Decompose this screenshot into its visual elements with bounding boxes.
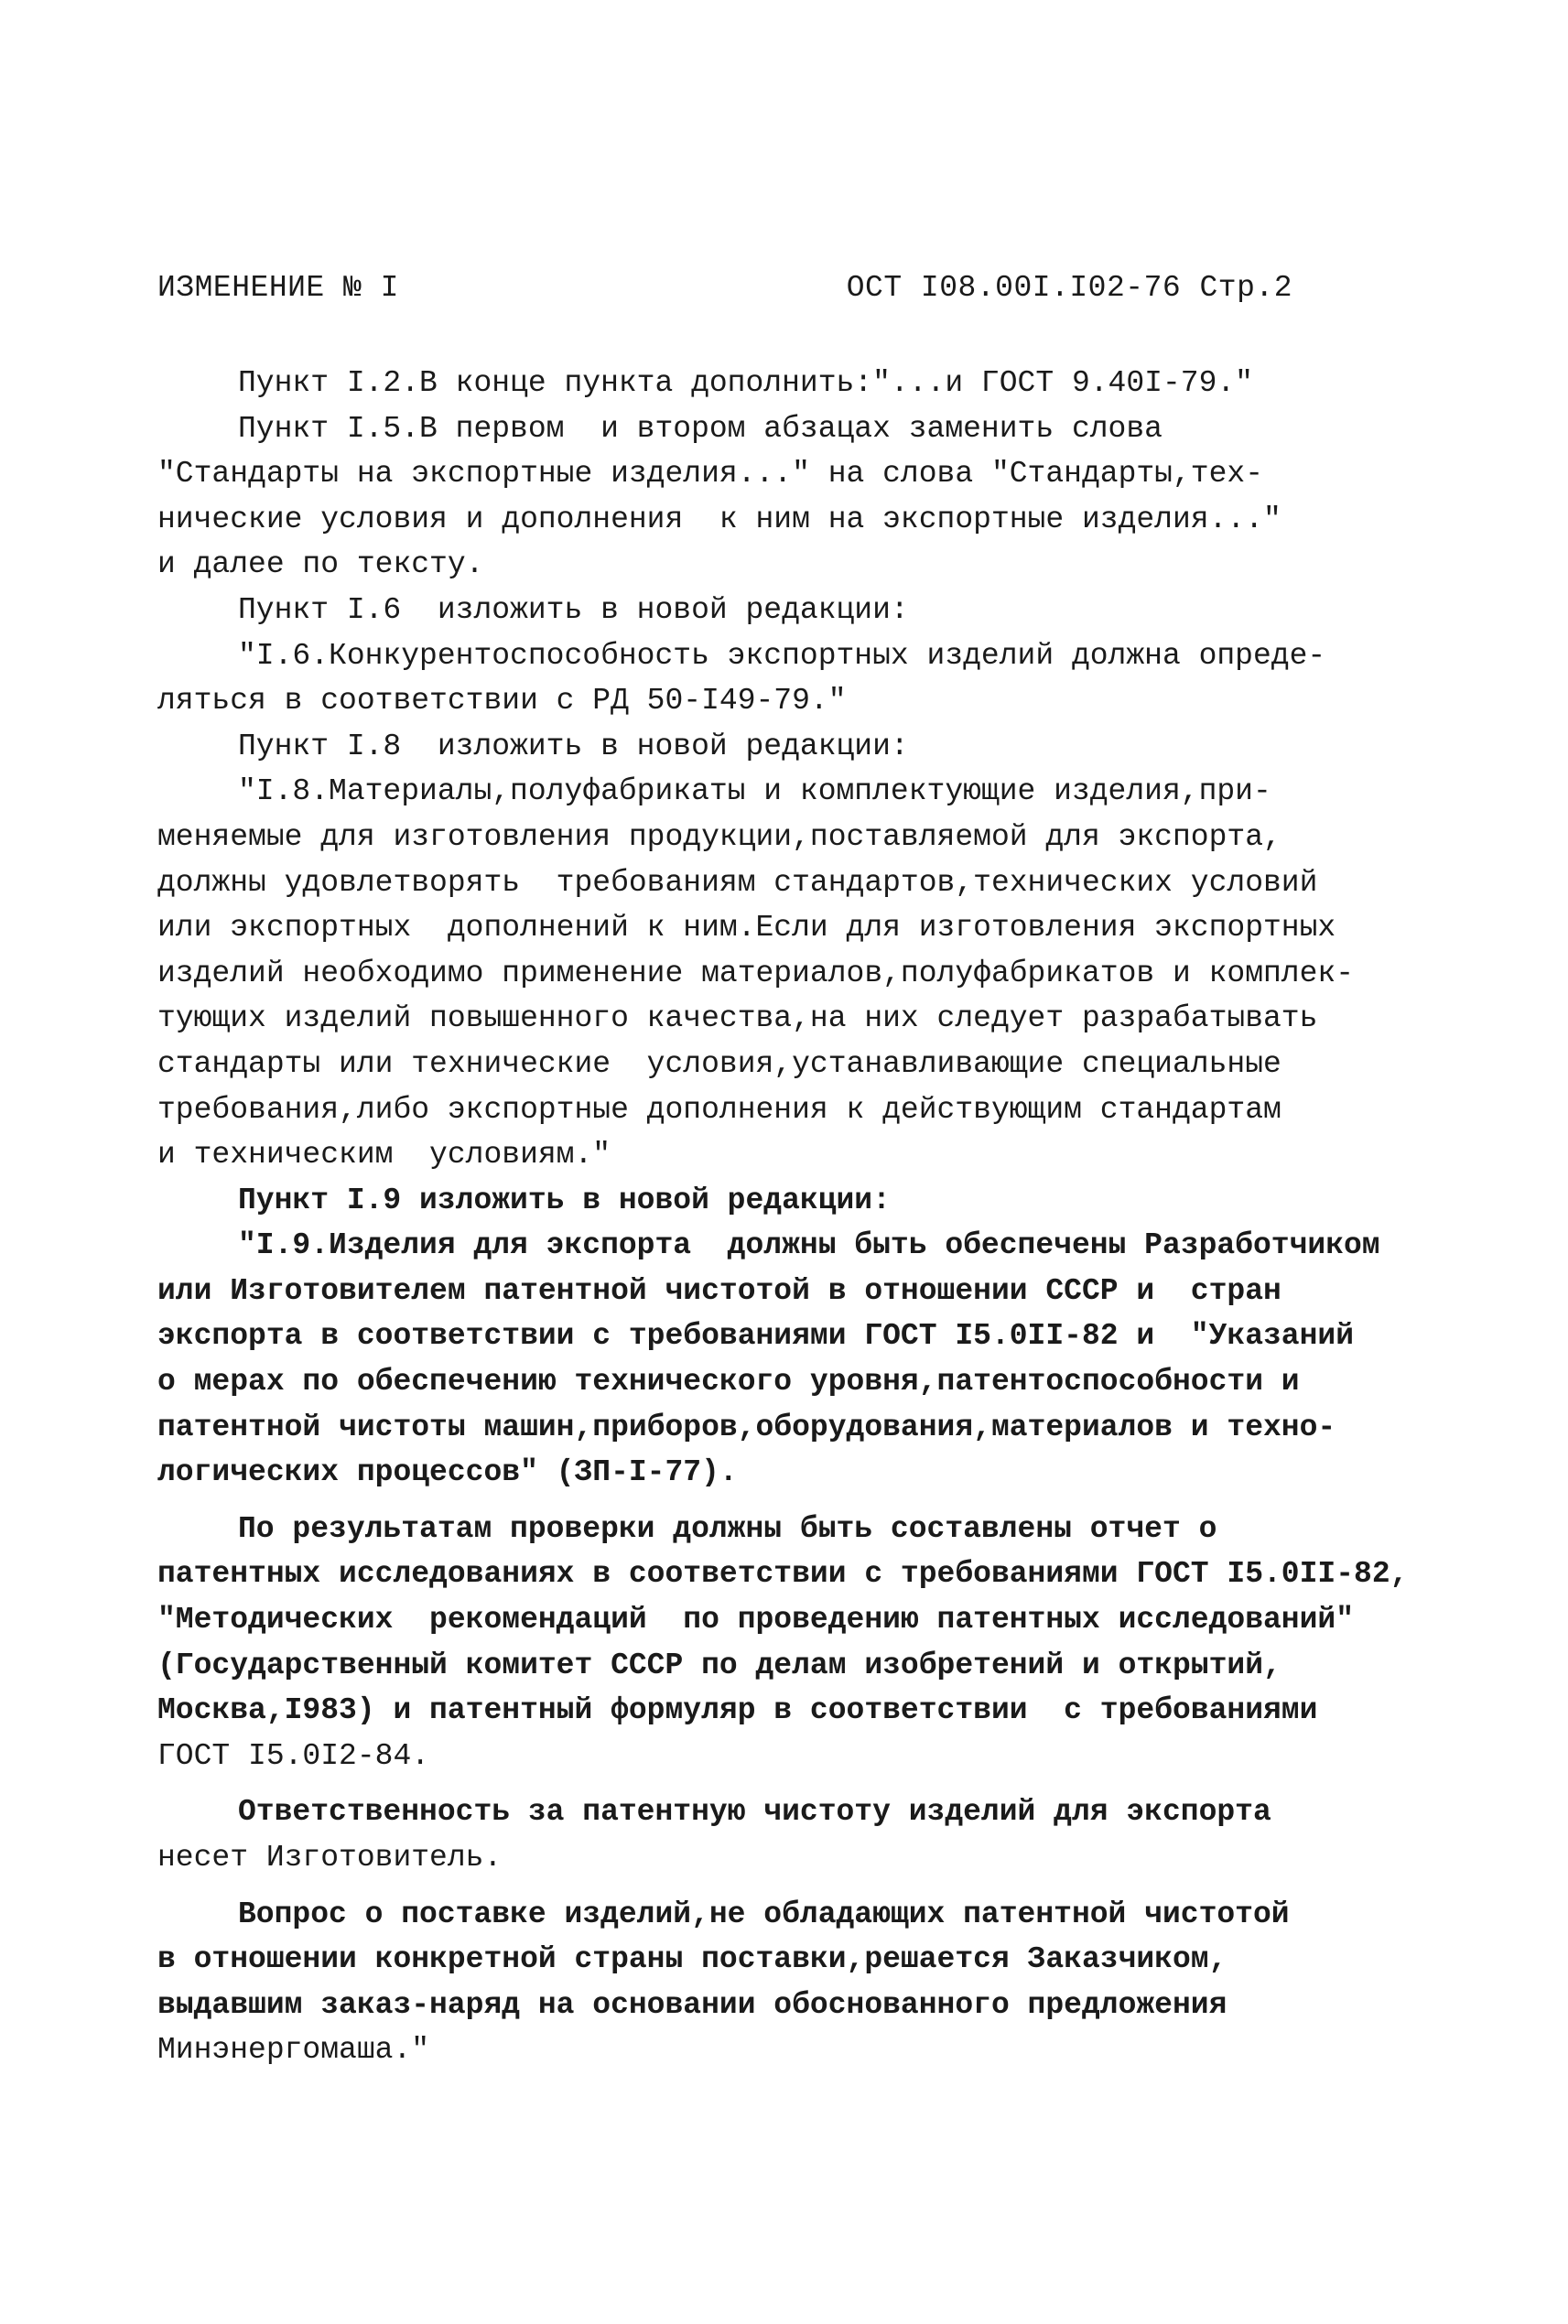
text-line: Минэнергомаша." <box>157 2033 430 2068</box>
text-line: должны удовлетворять требованиям стандартов,технических условий <box>157 865 1318 900</box>
text-line: или Изготовителем патентной чистотой в отношении СССР и стран <box>157 1273 1281 1308</box>
text-line: и техническим условиям." <box>157 1138 611 1173</box>
text-line: ляться в соответствии с РД 50-I49-79." <box>157 684 847 719</box>
text-line: Москва,I983) и патентный формуляр в соответствии с требованиями <box>157 1693 1318 1728</box>
text-line: ГОСТ I5.0I2-84. <box>157 1738 430 1773</box>
text-line: тующих изделий повышенного качества,на них следует разрабатывать <box>157 1001 1318 1036</box>
text-line: Пункт I.9 изложить в новой редакции: <box>238 1183 891 1217</box>
text-line: "I.9.Изделия для экспорта должны быть обеспечены Разработчиком <box>238 1228 1380 1263</box>
text-line: изделий необходимо применение материалов,полуфабрикатов и комплек- <box>157 956 1355 990</box>
text-line: нические условия и дополнения к ним на экспортные изделия..." <box>157 502 1281 536</box>
text-line: По результатам проверки должны быть составлены отчет о <box>238 1511 1217 1546</box>
text-line: Пункт I.5.В первом и втором абзацах заменить слова <box>238 411 1162 446</box>
change-number: ИЗМЕНЕНИЕ № I <box>157 271 399 305</box>
text-line: "Методических рекомендаций по проведению патентных исследований" <box>157 1603 1355 1638</box>
text-line: логических процессов" (ЗП-I-77). <box>157 1455 738 1490</box>
text-line: в отношении конкретной страны поставки,решается Заказчиком, <box>157 1942 1227 1977</box>
text-line: и далее по тексту. <box>157 547 484 582</box>
text-line: экспорта в соответствии с требованиями ГОСТ I5.0II-82 и "Указаний <box>157 1319 1355 1354</box>
text-line: Ответственность за патентную чистоту изделий для экспорта <box>238 1795 1271 1830</box>
text-line: несет Изготовитель. <box>157 1841 503 1875</box>
text-line: (Государственный комитет СССР по делам изобретений и открытий, <box>157 1648 1281 1682</box>
text-line: требования,либо экспортные дополнения к действующим стандартам <box>157 1092 1281 1127</box>
text-line: Пункт I.6 изложить в новой редакции: <box>238 592 909 627</box>
text-line: стандарты или технические условия,устанавливающие специальные <box>157 1046 1281 1081</box>
text-line: "Стандарты на экспортные изделия..." на слова "Стандарты,тех- <box>157 457 1263 492</box>
document-code-page: ОСТ I08.00I.I02-76 Стр.2 <box>846 271 1292 305</box>
text-line: или экспортных дополнений к ним.Если для изготовления экспортных <box>157 911 1336 946</box>
document-body <box>157 361 1457 2073</box>
text-line: Вопрос о поставке изделий,не обладающих патентной чистотой <box>238 1897 1290 1931</box>
text-line: Пункт I.8 изложить в новой редакции: <box>238 729 909 763</box>
text-line: о мерах по обеспечению технического уровня,патентоспособности и <box>157 1365 1300 1400</box>
text-line: "I.6.Конкурентоспособность экспортных изделий должна опреде- <box>238 638 1326 673</box>
text-line: патентных исследованиях в соответствии с требованиями ГОСТ I5.0II-82, <box>157 1557 1409 1592</box>
text-line: меняемые для изготовления продукции,поставляемой для экспорта, <box>157 819 1281 854</box>
text-line: выдавшим заказ-наряд на основании обоснованного предложения <box>157 1987 1227 2022</box>
text-line: Пункт I.2.В конце пункта дополнить:"...и ГОСТ 9.40I-79." <box>238 366 1253 400</box>
text-line: патентной чистоты машин,приборов,оборудования,материалов и техно- <box>157 1410 1336 1444</box>
text-line: "I.8.Материалы,полуфабрикаты и комплектующие изделия,при- <box>238 774 1271 809</box>
page-header <box>157 271 1292 317</box>
